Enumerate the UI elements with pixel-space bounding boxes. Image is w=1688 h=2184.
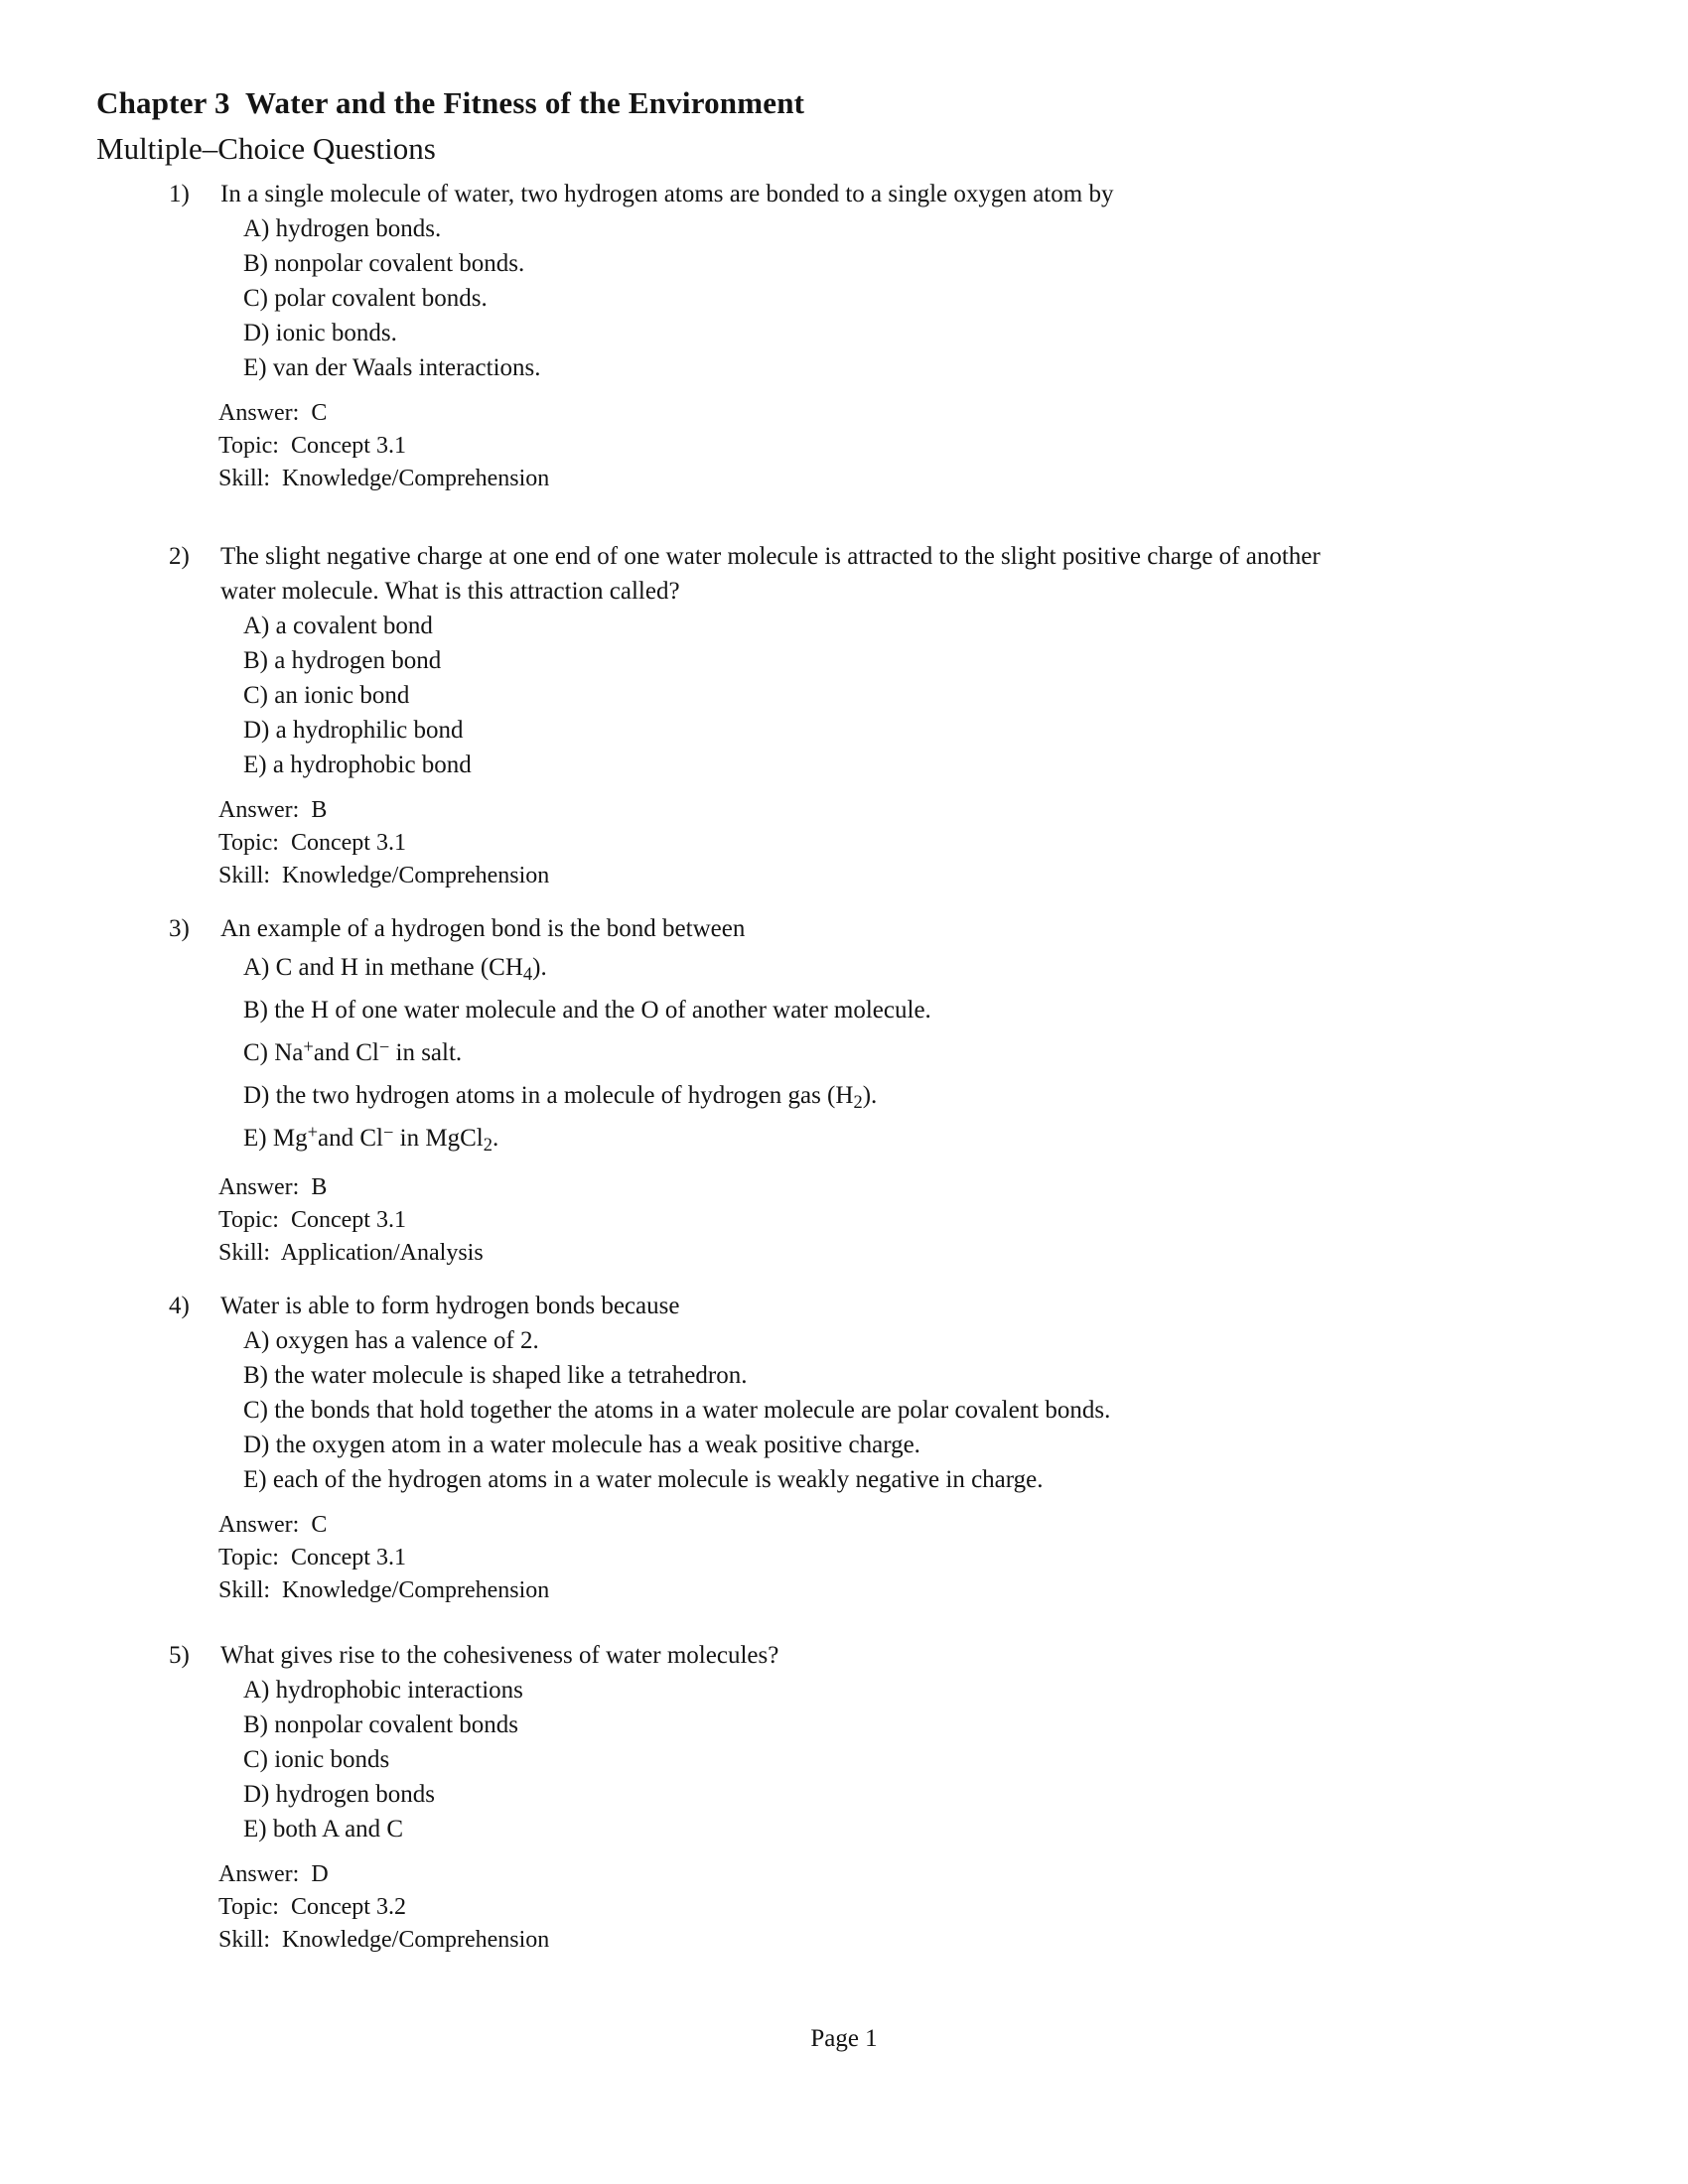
question-stem bbox=[0, 1638, 1688, 1673]
answer-option[interactable]: D) a hydrophilic bond bbox=[243, 717, 464, 744]
question-stem-continuation: water molecule. What is this attraction called? bbox=[220, 578, 680, 605]
topic-line: Topic: Concept 3.1 bbox=[218, 433, 406, 459]
question-number: 2) bbox=[169, 543, 190, 570]
answer-option[interactable]: C) ionic bonds bbox=[243, 1746, 390, 1773]
answer-option[interactable]: E) both A and C bbox=[243, 1816, 404, 1843]
answer-option[interactable]: D) the oxygen atom in a water molecule has a weak positive charge. bbox=[243, 1432, 920, 1458]
topic-line: Topic: Concept 3.1 bbox=[218, 1545, 406, 1570]
section-title: Multiple–Choice Questions bbox=[96, 131, 436, 166]
answer-option[interactable]: D) the two hydrogen atoms in a molecule of hydrogen gas $(H_2)$. bbox=[243, 1082, 878, 1114]
answer-line: Answer: B bbox=[218, 797, 328, 823]
skill-line: Skill: Application/Analysis bbox=[218, 1240, 484, 1266]
answer-option[interactable]: B) nonpolar covalent bonds bbox=[243, 1711, 519, 1738]
answer-option[interactable]: B) a hydrogen bond bbox=[243, 647, 442, 674]
topic-line: Topic: Concept 3.1 bbox=[218, 1207, 406, 1233]
skill-line: Skill: Knowledge/Comprehension bbox=[218, 863, 550, 888]
question-number: 3) bbox=[169, 915, 190, 942]
question-block bbox=[0, 1289, 1688, 1607]
answer-option[interactable]: D) ionic bonds. bbox=[243, 320, 397, 346]
question-stem bbox=[0, 911, 1688, 946]
answer-line: Answer: C bbox=[218, 400, 328, 426]
question-stem bbox=[0, 539, 1688, 574]
question-number: 4) bbox=[169, 1293, 190, 1319]
question-block bbox=[0, 539, 1688, 892]
question-block bbox=[0, 1638, 1688, 1957]
answer-option[interactable]: A) hydrogen bonds. bbox=[243, 215, 442, 242]
topic-line: Topic: Concept 3.2 bbox=[218, 1894, 406, 1920]
topic-line: Topic: Concept 3.1 bbox=[218, 830, 406, 856]
question-stem bbox=[0, 177, 1688, 211]
answer-line: Answer: B bbox=[218, 1174, 328, 1200]
answer-option[interactable]: A) a covalent bond bbox=[243, 613, 433, 639]
question-stem bbox=[0, 1289, 1688, 1323]
answer-option[interactable]: A) oxygen has a valence of 2. bbox=[243, 1327, 539, 1354]
question-stem-text: What gives rise to the cohesiveness of water molecules? bbox=[220, 1642, 779, 1669]
question-stem-text: In a single molecule of water, two hydrogen atoms are bonded to a single oxygen atom by bbox=[220, 181, 1114, 207]
question-block bbox=[0, 911, 1688, 1270]
answer-option[interactable]: C) an ionic bond bbox=[243, 682, 410, 709]
answer-option[interactable]: E) Mg+and Cl− in MgCl$_2$. bbox=[243, 1123, 499, 1157]
answer-option[interactable]: B) the water molecule is shaped like a tetrahedron. bbox=[243, 1362, 748, 1389]
skill-line: Skill: Knowledge/Comprehension bbox=[218, 1577, 550, 1603]
answer-option[interactable]: C) Na+and Cl− in salt. bbox=[243, 1037, 463, 1066]
answer-option[interactable]: E) each of the hydrogen atoms in a water molecule is weakly negative in charge. bbox=[243, 1466, 1044, 1493]
answer-option[interactable]: A) C and H in methane $(CH_4)$. bbox=[243, 954, 547, 986]
answer-line: Answer: D bbox=[218, 1861, 329, 1887]
question-stem-text: The slight negative charge at one end of one water molecule is attracted to the slight positive charge of another bbox=[220, 543, 1321, 570]
skill-line: Skill: Knowledge/Comprehension bbox=[218, 1927, 550, 1953]
answer-option[interactable]: B) the H of one water molecule and the O of another water molecule. bbox=[243, 997, 931, 1024]
answer-option[interactable]: E) van der Waals interactions. bbox=[243, 354, 541, 381]
question-stem-text: An example of a hydrogen bond is the bond between bbox=[220, 915, 746, 942]
question-number: 5) bbox=[169, 1642, 190, 1669]
answer-option[interactable]: C) polar covalent bonds. bbox=[243, 285, 488, 312]
question-number: 1) bbox=[169, 181, 190, 207]
chapter-title: Chapter 3 Water and the Fitness of the Environment bbox=[96, 85, 805, 120]
answer-option[interactable]: B) nonpolar covalent bonds. bbox=[243, 250, 525, 277]
skill-line: Skill: Knowledge/Comprehension bbox=[218, 466, 550, 491]
answer-option[interactable]: E) a hydrophobic bond bbox=[243, 751, 472, 778]
question-stem-text: Water is able to form hydrogen bonds because bbox=[220, 1293, 680, 1319]
answer-option[interactable]: D) hydrogen bonds bbox=[243, 1781, 436, 1808]
question-block bbox=[0, 177, 1688, 495]
page-footer: Page 1 bbox=[810, 2025, 878, 2052]
answer-line: Answer: C bbox=[218, 1512, 328, 1538]
answer-option[interactable]: C) the bonds that hold together the atoms in a water molecule are polar covalent bonds. bbox=[243, 1397, 1111, 1424]
answer-option[interactable]: A) hydrophobic interactions bbox=[243, 1677, 523, 1704]
